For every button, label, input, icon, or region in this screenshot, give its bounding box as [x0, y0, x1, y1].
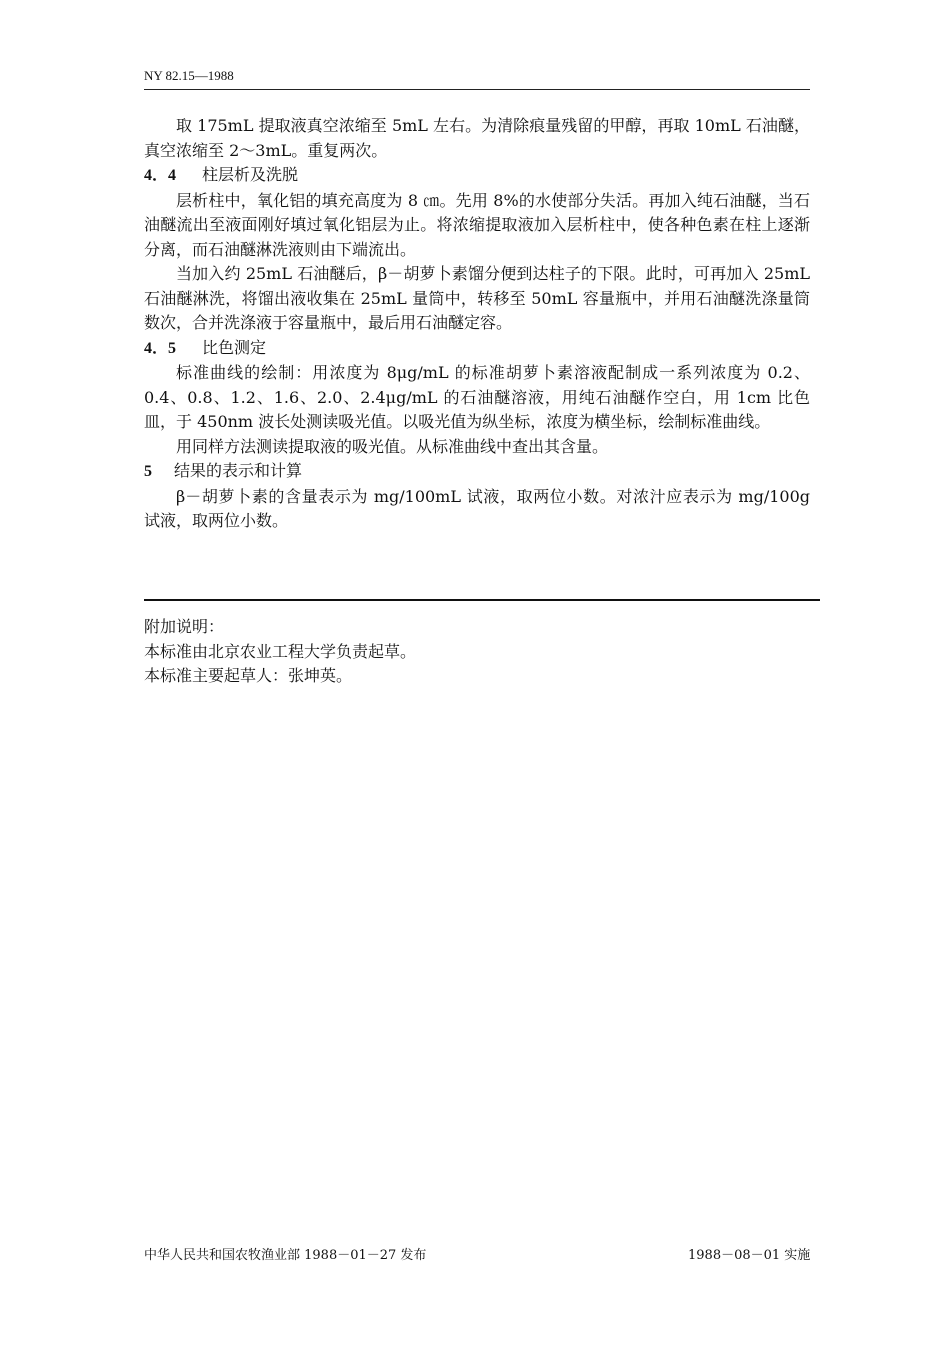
notes-heading: 附加说明：: [144, 617, 225, 636]
header-divider: [144, 89, 810, 90]
standard-code: NY 82.15—1988: [144, 68, 234, 83]
paragraph-standard-curve: 标准曲线的绘制：用浓度为 8μg/mL 的标准胡萝卜素溶液配制成一系列浓度为 0.2、0.4、0.8、1.2、1.6、2.0、2.4μg/mL 的石油醚溶液，用纯石油醚作空白，用 1cm 比色皿，于 450nm 波长处测读吸光值。以吸光值为纵坐标，浓度为横坐标，绘制标准曲线。: [144, 363, 810, 431]
section-5-heading: [144, 459, 810, 485]
section-number: 4．4: [144, 167, 177, 184]
section-number: 4．5: [144, 339, 177, 357]
section-title: 柱层析及洗脱: [202, 165, 299, 184]
notes-drafting-unit: 本标准由北京农业工程大学负责起草。: [144, 641, 417, 661]
paragraph-elution: 当加入约 25mL 石油醚后，β－胡萝卜素馏分便到达柱子的下限。此时，可再加入 25mL 石油醚淋洗，将馏出液收集在 25mL 量筒中，转移至 50mL 容量瓶中，并用石油醚洗涤量筒数次，合并洗涤液于容量瓶中，最后用石油醚定容。: [144, 264, 810, 332]
paragraph-column-packing: 层析柱中，氧化铝的填充高度为 8 ㎝。先用 8%的水使部分失活。再加入纯石油醚，当石油醚流出至液面刚好填过氧化铝层为止。将浓缩提取液加入层析柱中，使各种色素在柱上逐渐分离，而石油醚淋洗液则由下端流出。: [144, 190, 810, 259]
paragraph-result-expression: β－胡萝卜素的含量表示为 mg/100mL 试液，取两位小数。对浓汁应表示为 mg/100g 试液，取两位小数。: [144, 486, 810, 530]
effective-date: 1988－08－01 实施: [688, 1248, 811, 1263]
paragraph-concentration: 取 175mL 提取液真空浓缩至 5mL 左右。为清除痕量残留的甲醇，再取 10mL 石油醚，真空浓缩至 2～3mL。重复两次。: [144, 116, 810, 160]
additional-notes: [144, 615, 416, 689]
section-title: 比色测定: [202, 337, 267, 357]
document-body: [144, 114, 810, 534]
section-4-4-heading: [144, 163, 810, 189]
notes-drafter: 本标准主要起草人：张坤英。: [144, 666, 353, 685]
section-title: 结果的表示和计算: [174, 461, 303, 480]
paragraph-sample-measurement: 用同样方法测读提取液的吸光值。从标准曲线中查出其含量。: [176, 436, 609, 456]
issue-date: 中华人民共和国农牧渔业部 1988－01－27 发布: [144, 1248, 427, 1263]
end-of-text-rule: [144, 599, 820, 601]
section-4-5-heading: [144, 336, 810, 362]
section-number: 5: [144, 463, 152, 480]
